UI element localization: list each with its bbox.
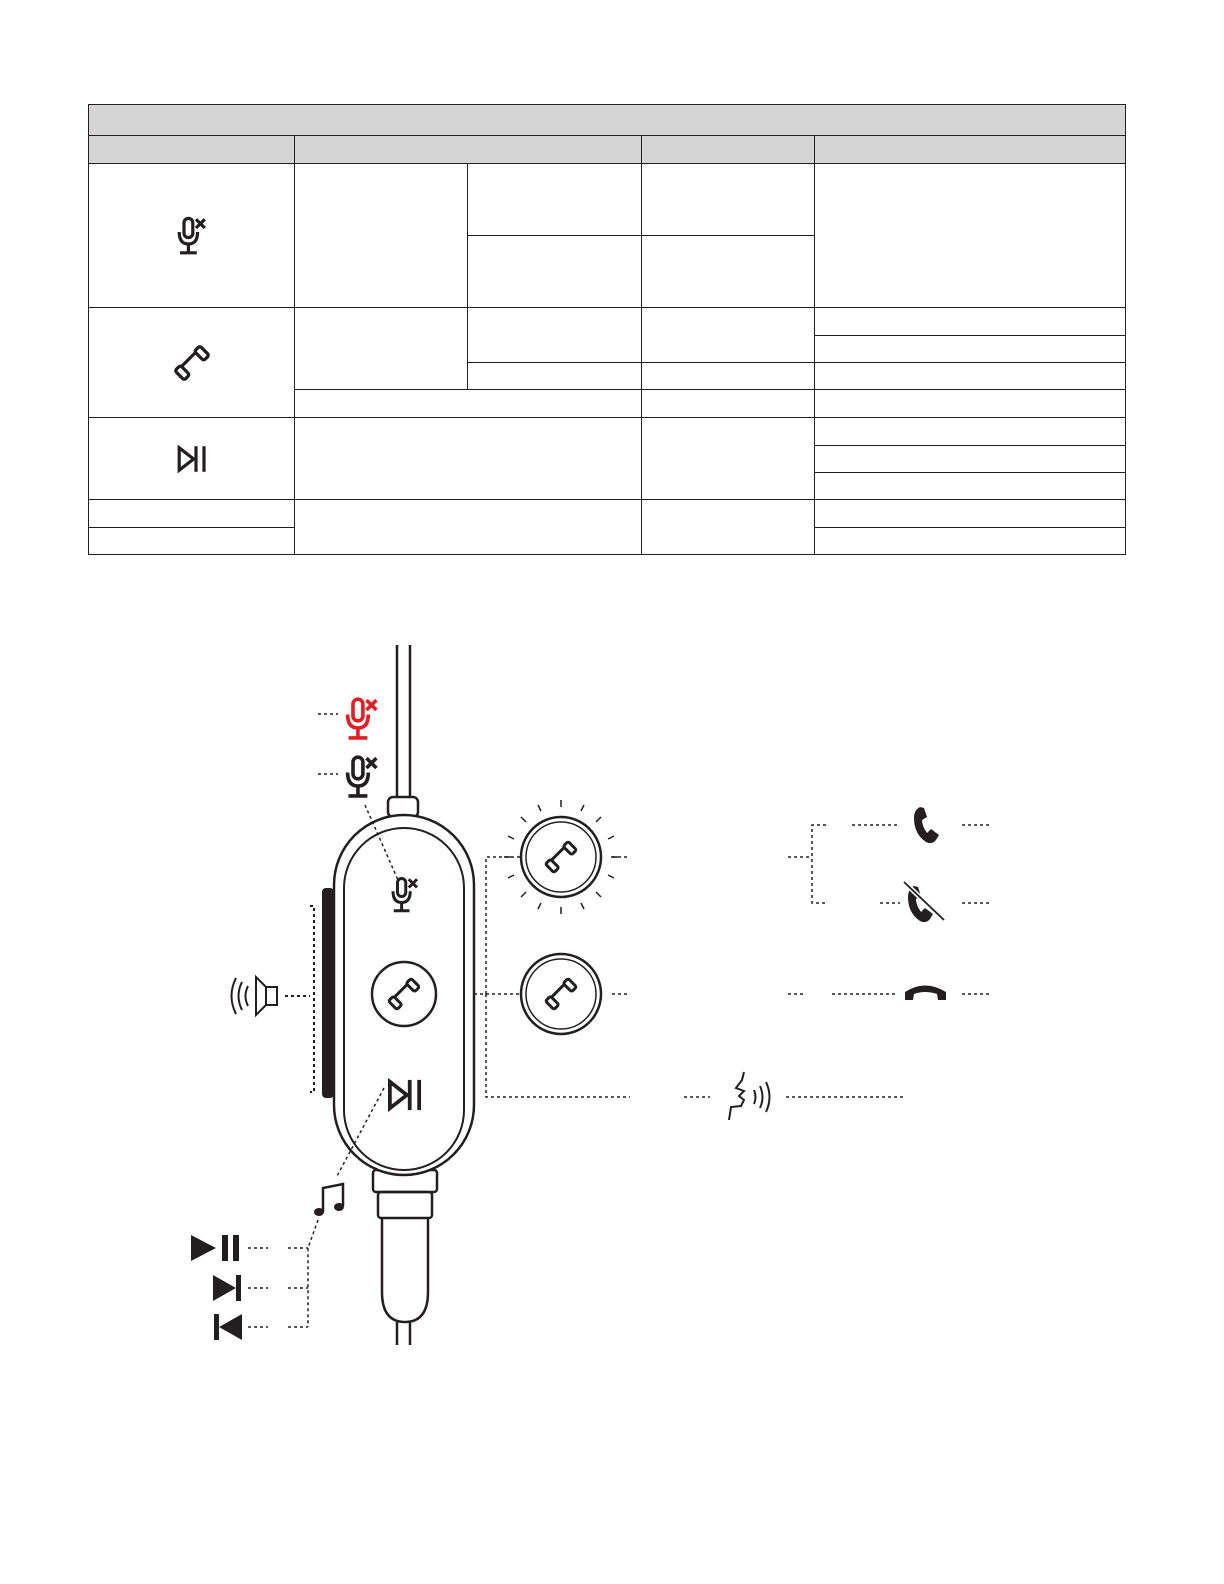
table-cell: [89, 528, 295, 555]
call-led-solid: [521, 954, 601, 1034]
table-cell: [815, 528, 1126, 555]
table-cell: [295, 390, 642, 418]
table-cell: [295, 308, 468, 390]
table-row-call-icon-cell: [89, 308, 295, 418]
mic-mute-icon: [348, 757, 377, 796]
handset-icon: [170, 341, 214, 385]
table-cell: [815, 418, 1126, 446]
table-cell: [815, 473, 1126, 500]
voice-assistant-icon: [729, 1072, 770, 1120]
controller-diagram: [0, 600, 1224, 1400]
table-cell: [642, 164, 815, 236]
table-cell: [468, 363, 642, 390]
table-cell: [642, 308, 815, 363]
reference-table: [88, 104, 1126, 555]
mic-mute-icon: [176, 216, 208, 256]
table-cell: [642, 500, 815, 555]
table-header-cell: [815, 136, 1126, 164]
volume-rocker[interactable]: [322, 888, 334, 1098]
table-cell: [815, 164, 1126, 308]
answer-call-icon: [914, 807, 939, 843]
table-cell: [468, 164, 642, 236]
call-button[interactable]: [372, 962, 436, 1026]
table-cell: [815, 336, 1126, 363]
mute-state-muted: [318, 699, 376, 738]
table-header-cell: [642, 136, 815, 164]
previous-track-icon: [214, 1314, 242, 1340]
music-note-icon: [314, 1184, 344, 1216]
mic-mute-icon: [348, 699, 377, 738]
table-cell: [295, 500, 642, 555]
call-led-blinking: [504, 800, 618, 914]
table-cell: [642, 390, 815, 418]
table-cell: [815, 500, 1126, 528]
decline-call-icon: [904, 882, 944, 922]
play-pause-icon: [191, 1235, 239, 1261]
table-row-media-icon-cell: [89, 418, 295, 500]
table-cell: [642, 236, 815, 308]
table-header-cell: [89, 136, 295, 164]
table-cell: [468, 236, 642, 308]
table-cell: [815, 390, 1126, 418]
table-row-mute-icon-cell: [89, 164, 295, 308]
table-cell: [89, 500, 295, 528]
end-call-icon: [905, 986, 946, 1001]
table-cell: [815, 363, 1126, 390]
table-cell: [642, 363, 815, 390]
table-cell: [295, 418, 642, 500]
table-cell: [295, 164, 468, 308]
table-cell: [815, 446, 1126, 473]
volume-indicator: [232, 906, 315, 1092]
mute-state-unmuted: [318, 757, 376, 796]
table-cell: [815, 308, 1126, 336]
table-cell: [468, 308, 642, 363]
play-pause-icon: [176, 444, 208, 474]
table-cell: [642, 418, 815, 500]
table-title: [89, 105, 1126, 136]
speaker-volume-icon: [232, 977, 278, 1015]
table-header-cell: [295, 136, 642, 164]
next-track-icon: [213, 1275, 241, 1301]
